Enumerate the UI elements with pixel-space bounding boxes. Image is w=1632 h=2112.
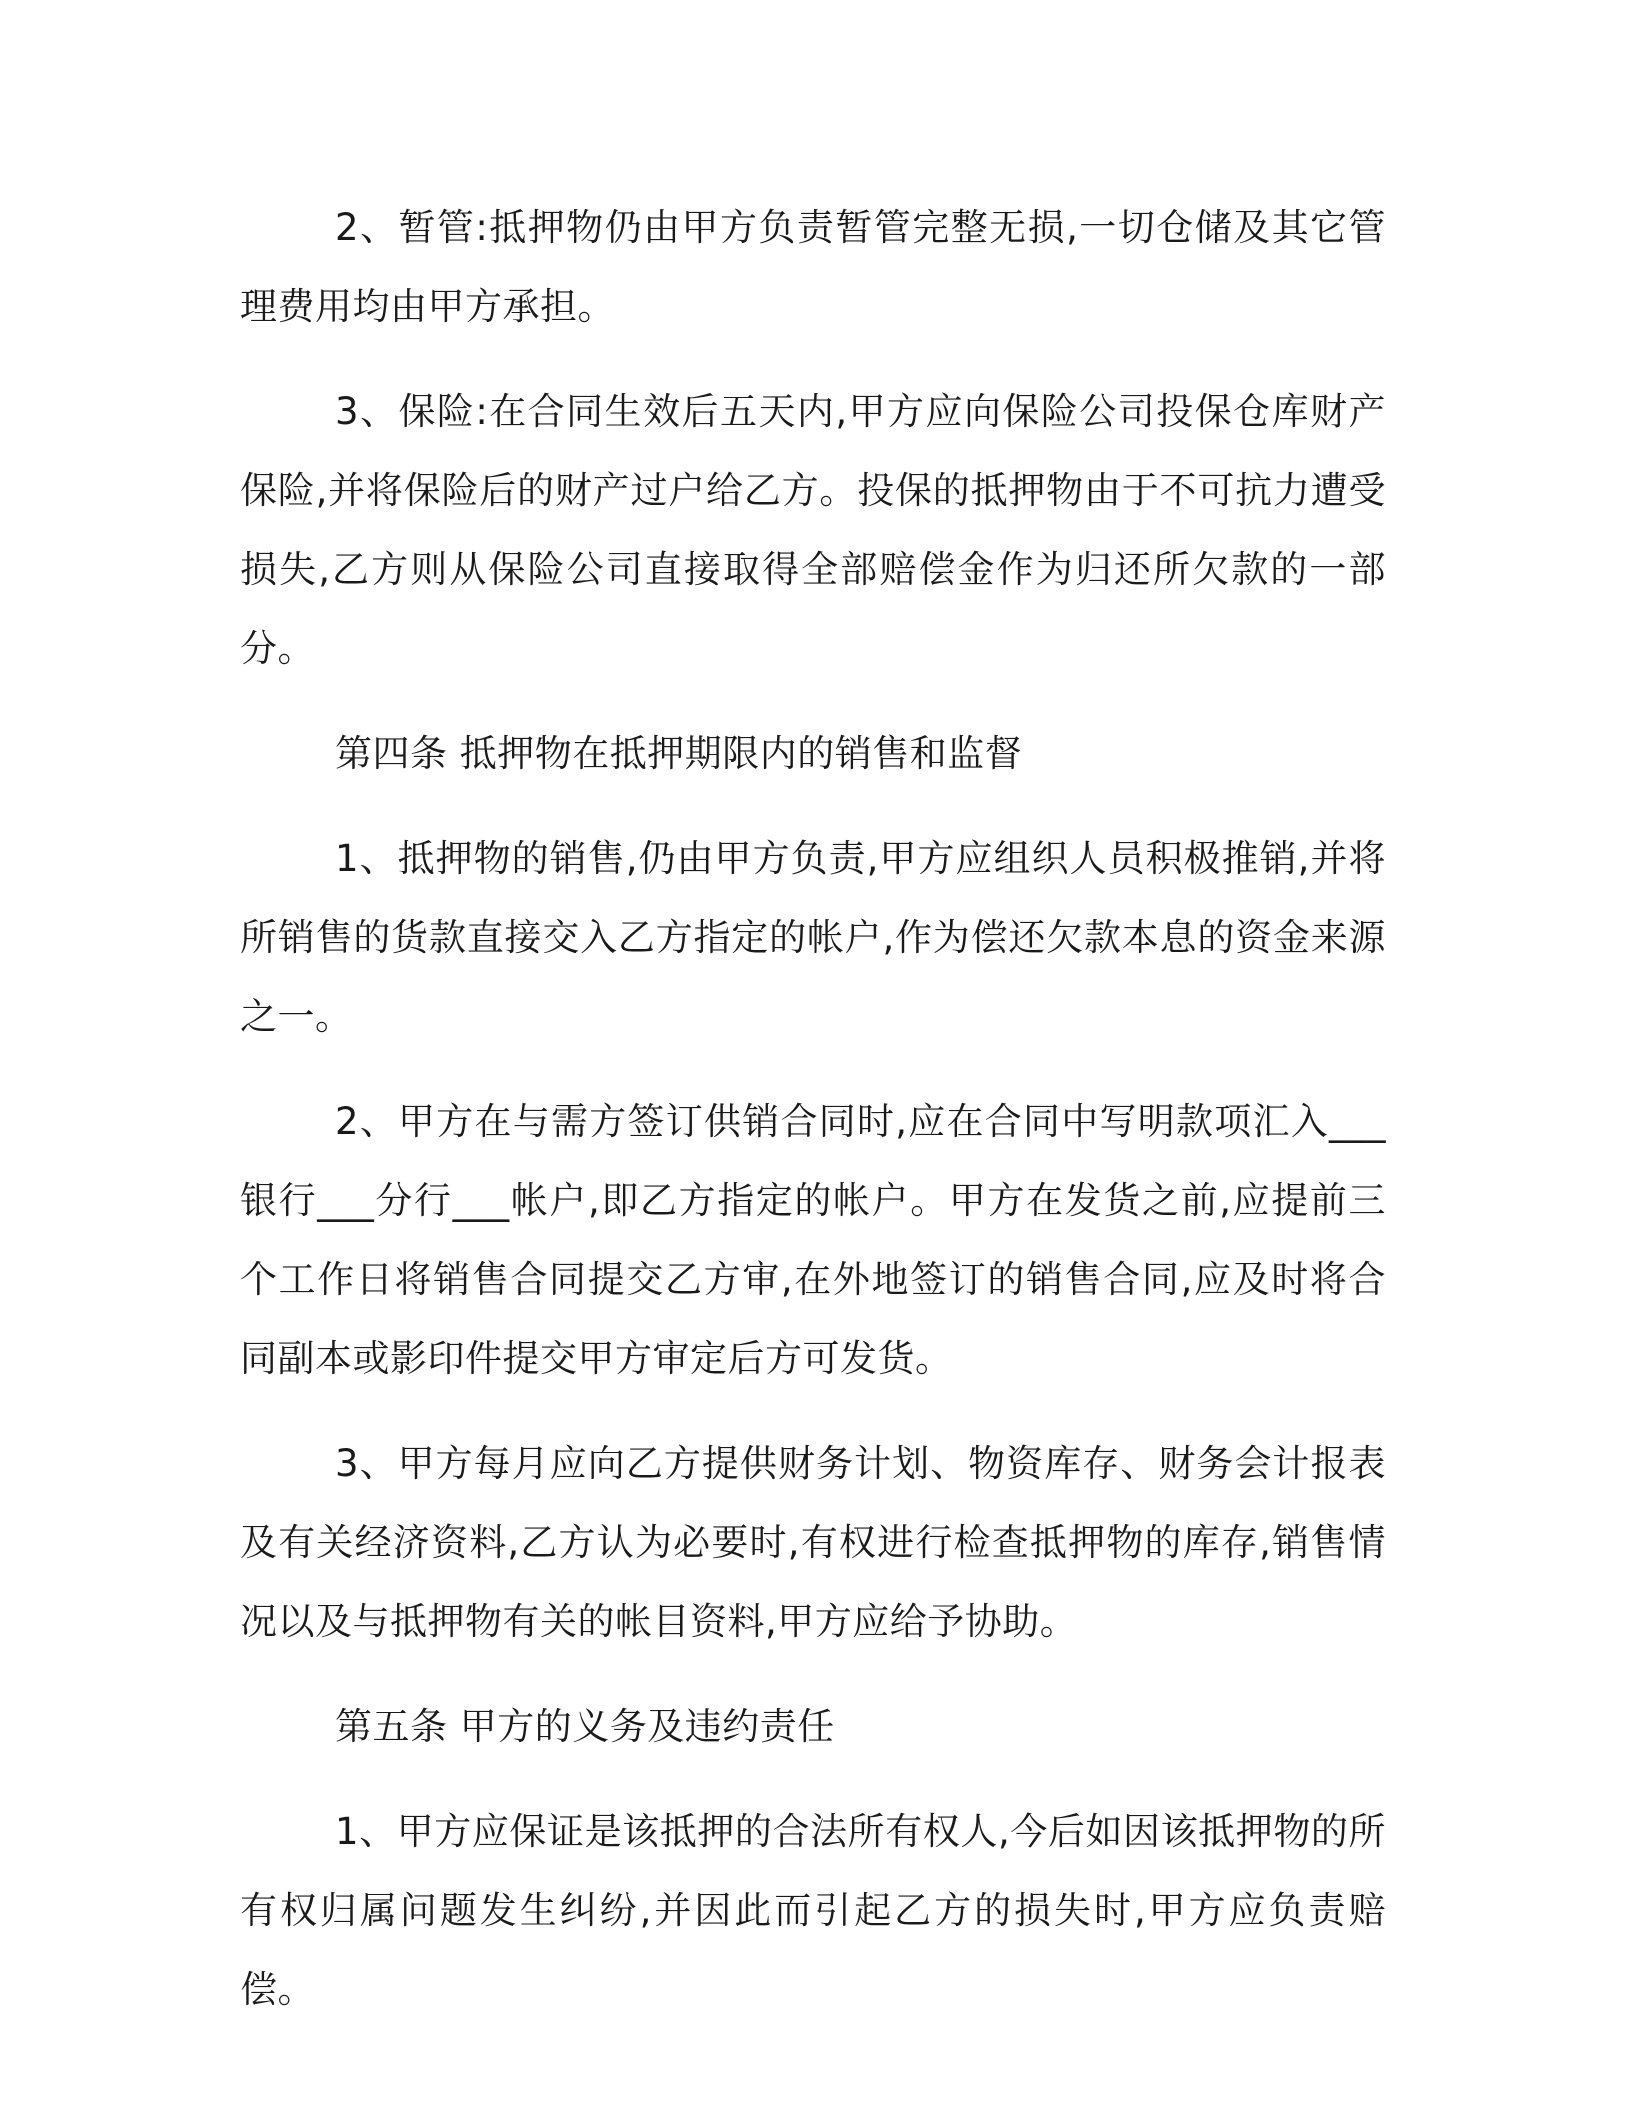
clause-paragraph-insurance: 3、保险:在合同生效后五天内,甲方应向保险公司投保仓库财产保险,并将保险后的财产过户给乙方。投保的抵押物由于不可抗力遭受损失,乙方则从保险公司直接取得全部赔偿金作为归还所欠款的一部分。 xyxy=(240,390,1386,670)
article-four-heading: 第四条 抵押物在抵押期限内的销售和监督 xyxy=(335,732,1023,775)
clause-paragraph-sales: 1、抵押物的销售,仍由甲方负责,甲方应组织人员积极推销,并将所销售的货款直接交入乙方指定的帐户,作为偿还欠款本息的资金来源之一。 xyxy=(240,837,1386,1038)
article-five-heading: 第五条 甲方的义务及违约责任 xyxy=(335,1705,835,1748)
clause-paragraph-ownership: 1、甲方应保证是该抵押的合法所有权人,今后如因该抵押物的所有权归属问题发生纠纷,并因此而引起乙方的损失时,甲方应负责赔偿。 xyxy=(240,1810,1386,2011)
clause-paragraph-custody: 2、暂管:抵押物仍由甲方负责暂管完整无损,一切仓储及其它管理费用均由甲方承担。 xyxy=(240,206,1386,328)
clause-paragraph-reporting: 3、甲方每月应向乙方提供财务计划、物资库存、财务会计报表及有关经济资料,乙方认为必要时,有权进行检查抵押物的库存,销售情况以及与抵押物有关的帐目资料,甲方应给予协助。 xyxy=(240,1442,1386,1643)
document-body xyxy=(240,188,1386,2029)
clause-paragraph-contract-account: 2、甲方在与需方签订供销合同时,应在合同中写明款项汇入___银行___分行___帐户,即乙方指定的帐户。甲方在发货之前,应提前三个工作日将销售合同提交乙方审,在外地签订的销售合同,应及时将合同副本或影印件提交甲方审定后方可发货。 xyxy=(240,1100,1386,1380)
